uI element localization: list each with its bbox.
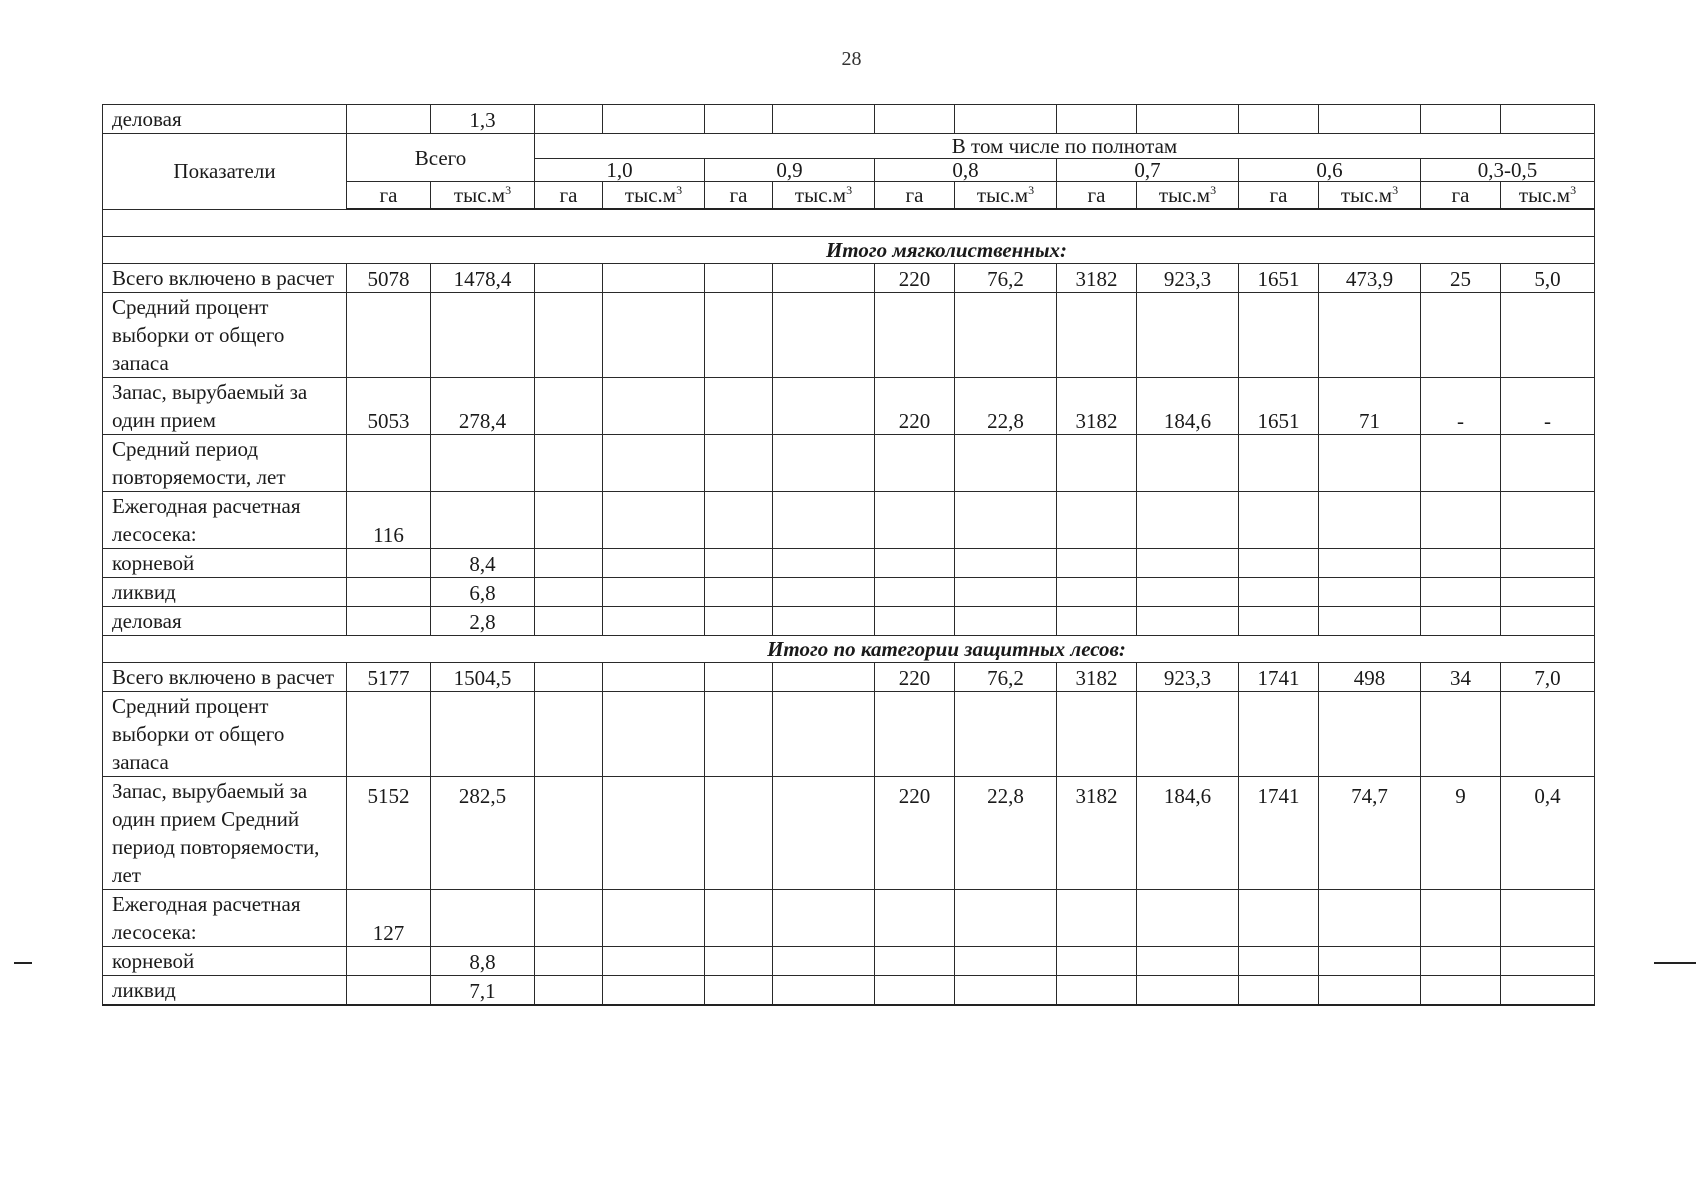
spacer-row <box>103 209 1595 237</box>
table-row <box>103 293 1595 378</box>
section-title-row <box>103 237 1595 264</box>
section-title: Итого по категории защитных лесов: <box>103 636 1595 663</box>
cell-value: 3182 <box>1057 378 1137 435</box>
header-density: 0,3-0,5 <box>1421 159 1595 182</box>
cell-value <box>705 663 773 692</box>
table-row <box>103 692 1595 777</box>
row-label: деловая <box>103 105 347 134</box>
cell-value: 498 <box>1319 663 1421 692</box>
cell-value: 8,4 <box>431 549 535 578</box>
cell-value <box>603 378 705 435</box>
row-label: Средний период повторяемости, лет <box>103 435 347 492</box>
cell-value: 22,8 <box>955 378 1057 435</box>
page-number: 28 <box>841 48 862 70</box>
cell-value: 127 <box>347 890 431 947</box>
cell-value <box>535 777 603 890</box>
cell-value: 9 <box>1421 777 1501 890</box>
unit-ha: га <box>535 182 603 210</box>
cell-value: 5152 <box>347 777 431 890</box>
row-label: Ежегодная расчетная лесосека: <box>103 890 347 947</box>
unit-m3: $тыс.м^3$ <box>773 182 875 210</box>
cell-value: 923,3 <box>1137 663 1239 692</box>
cell-value: 5,0 <box>1501 264 1595 293</box>
cell-value <box>705 378 773 435</box>
cell-value <box>535 264 603 293</box>
unit-m3: $тыс.м^3$ <box>603 182 705 210</box>
row-label: ликвид <box>103 578 347 607</box>
unit-m3: $тыс.м^3$ <box>955 182 1057 210</box>
unit-ha: га <box>1421 182 1501 210</box>
cell-value: 282,5 <box>431 777 535 890</box>
cell-value: 1,3 <box>431 105 535 134</box>
unit-m3: $тыс.м^3$ <box>431 182 535 210</box>
cell-value: 5053 <box>347 378 431 435</box>
table-row <box>103 264 1595 293</box>
cell-value <box>603 777 705 890</box>
cell-value <box>603 663 705 692</box>
table-row <box>103 549 1595 578</box>
header-density: 0,6 <box>1239 159 1421 182</box>
cell-value <box>773 378 875 435</box>
header-density: 1,0 <box>535 159 705 182</box>
unit-m3: $тыс.м^3$ <box>1501 182 1595 210</box>
cell-value: 1651 <box>1239 378 1319 435</box>
cell-value: 1741 <box>1239 777 1319 890</box>
row-label: ликвид <box>103 976 347 1006</box>
cell-value: 0,4 <box>1501 777 1595 890</box>
cell-value: 278,4 <box>431 378 535 435</box>
section-title: Итого мягколиственных: <box>103 237 1595 264</box>
header-density: 0,9 <box>705 159 875 182</box>
cell-value: 116 <box>347 492 431 549</box>
cell-value: 5078 <box>347 264 431 293</box>
cell-value: - <box>1501 378 1595 435</box>
cell-value: 923,3 <box>1137 264 1239 293</box>
header-total: Всего <box>347 134 535 182</box>
header-row-1 <box>103 134 1595 159</box>
right-edge-mark <box>1654 962 1696 964</box>
table-row <box>103 578 1595 607</box>
cell-value: 34 <box>1421 663 1501 692</box>
cell-value: 5177 <box>347 663 431 692</box>
cell-value <box>773 777 875 890</box>
cell-value: 1651 <box>1239 264 1319 293</box>
row-label: Запас, вырубаемый за один прием Средний период повторяемости, лет <box>103 777 347 890</box>
section-title-row <box>103 636 1595 663</box>
cell-value: 1478,4 <box>431 264 535 293</box>
cell-value: 2,8 <box>431 607 535 636</box>
unit-ha: га <box>347 182 431 210</box>
table-row <box>103 492 1595 549</box>
table-row <box>103 663 1595 692</box>
cell-value: 7,0 <box>1501 663 1595 692</box>
table-row <box>103 976 1595 1006</box>
row-label: Всего включено в расчет <box>103 264 347 293</box>
header-incl: В том числе по полнотам <box>535 134 1595 159</box>
cell-value: 184,6 <box>1137 378 1239 435</box>
cell-value: - <box>1421 378 1501 435</box>
cell-value <box>705 777 773 890</box>
cell-value: 220 <box>875 264 955 293</box>
cell-value: 1741 <box>1239 663 1319 692</box>
cell-value: 7,1 <box>431 976 535 1006</box>
cell-value: 6,8 <box>431 578 535 607</box>
cell-value: 71 <box>1319 378 1421 435</box>
cell-value <box>705 264 773 293</box>
row-label: корневой <box>103 549 347 578</box>
cell-value <box>535 378 603 435</box>
cell-value: 3182 <box>1057 777 1137 890</box>
row-label: Средний процент выборки от общего запаса <box>103 293 347 378</box>
cell-value <box>773 663 875 692</box>
unit-ha: га <box>1057 182 1137 210</box>
table-row <box>103 947 1595 976</box>
cell-value: 473,9 <box>1319 264 1421 293</box>
unit-ha: га <box>1239 182 1319 210</box>
header-density: 0,8 <box>875 159 1057 182</box>
header-density: 0,7 <box>1057 159 1239 182</box>
left-edge-mark <box>14 962 32 964</box>
cell-value: 76,2 <box>955 264 1057 293</box>
row-label: Запас, вырубаемый за один прием <box>103 378 347 435</box>
cell-value <box>603 264 705 293</box>
cell-value: 22,8 <box>955 777 1057 890</box>
cell-value: 76,2 <box>955 663 1057 692</box>
cell-value: 3182 <box>1057 663 1137 692</box>
row-label: Всего включено в расчет <box>103 663 347 692</box>
row-label: Средний процент выборки от общего запаса <box>103 692 347 777</box>
row-label: корневой <box>103 947 347 976</box>
cell-value: 220 <box>875 777 955 890</box>
unit-ha: га <box>705 182 773 210</box>
row-label: Ежегодная расчетная лесосека: <box>103 492 347 549</box>
cell-value: 220 <box>875 378 955 435</box>
table-row <box>103 607 1595 636</box>
table-row <box>103 378 1595 435</box>
cell-value: 184,6 <box>1137 777 1239 890</box>
unit-m3: $тыс.м^3$ <box>1137 182 1239 210</box>
table-row <box>103 435 1595 492</box>
cell-value: 74,7 <box>1319 777 1421 890</box>
cell-value: 1504,5 <box>431 663 535 692</box>
cell-value: 8,8 <box>431 947 535 976</box>
cell-value <box>535 663 603 692</box>
header-indicators: Показатели <box>103 134 347 210</box>
cell-value: 220 <box>875 663 955 692</box>
row-label: деловая <box>103 607 347 636</box>
table-row <box>103 777 1595 890</box>
cell-value: 3182 <box>1057 264 1137 293</box>
harvest-table <box>102 104 1595 1006</box>
table-row-top <box>103 105 1595 134</box>
unit-ha: га <box>875 182 955 210</box>
cell-value <box>773 264 875 293</box>
table-row <box>103 890 1595 947</box>
unit-m3: $тыс.м^3$ <box>1319 182 1421 210</box>
cell-value: 25 <box>1421 264 1501 293</box>
